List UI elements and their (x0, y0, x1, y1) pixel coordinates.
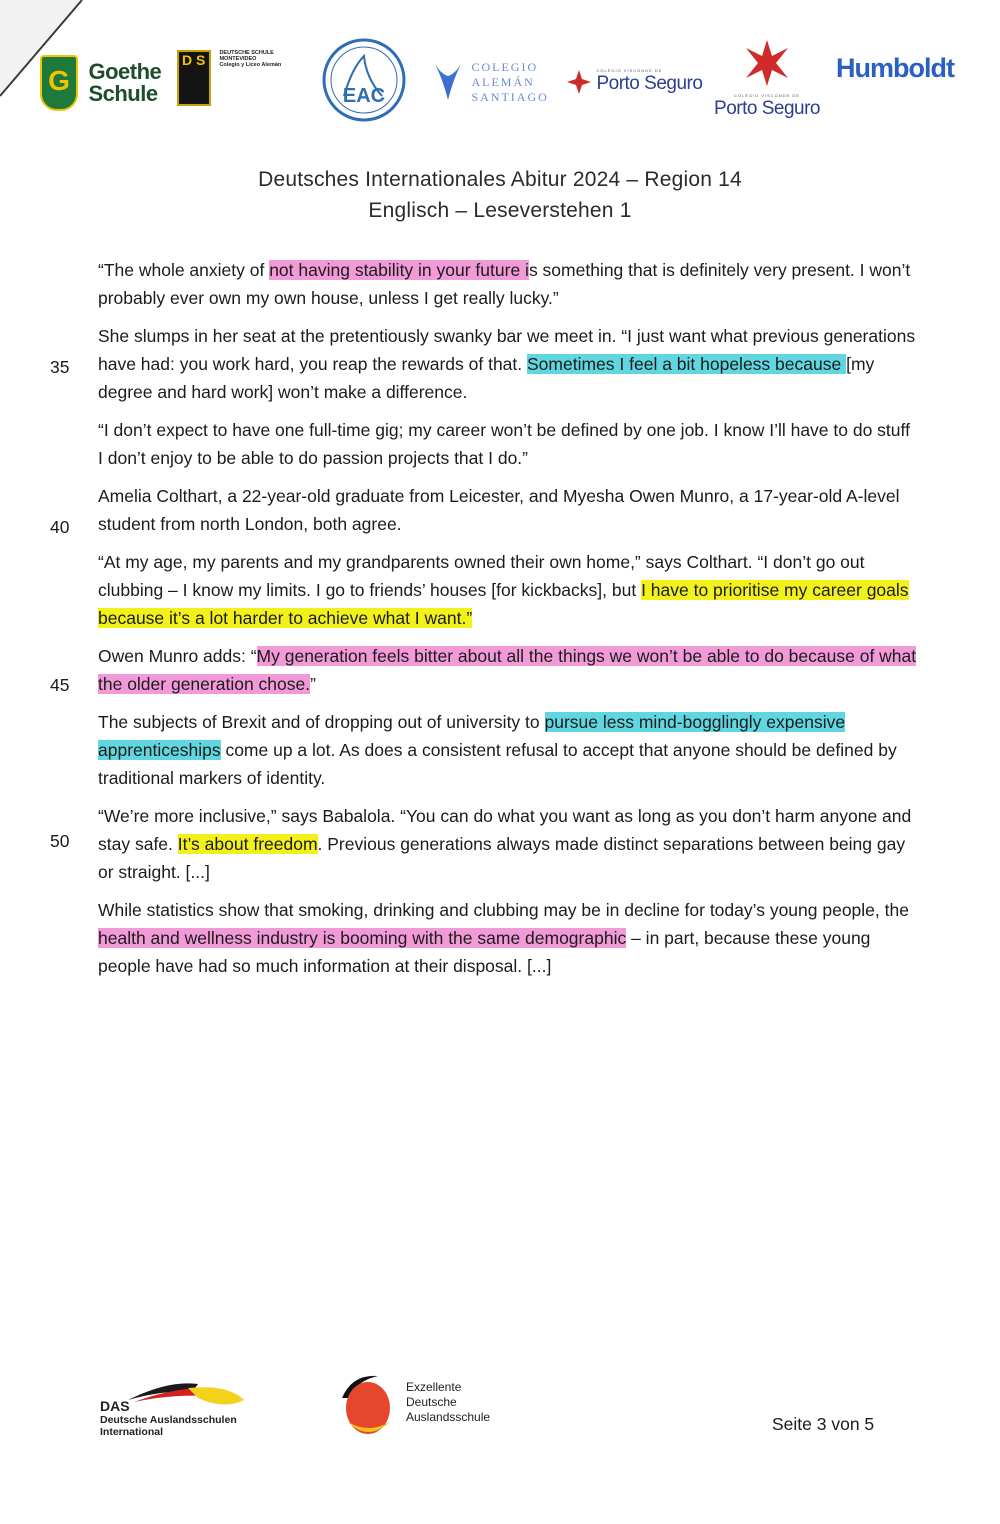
paragraph (98, 482, 918, 538)
line-number: 45 (50, 675, 70, 695)
paragraph (98, 802, 918, 886)
highlight-yellow: I have to prioritise my career goals because it’s a lot harder to achieve what I want.” (98, 580, 909, 628)
exam-title: Deutsches Internationales Abitur 2024 – Region 14 (258, 168, 742, 191)
exam-subtitle: Englisch – Leseverstehen 1 (368, 199, 632, 222)
text-run: She slumps in her seat at the pretentiously swanky bar we meet in. “I just want what previous generations have had: you work hard, you reap the rewards of that. (98, 326, 916, 374)
eac-text: EAC (342, 85, 386, 107)
paragraph (98, 322, 918, 406)
paragraph (98, 708, 918, 792)
eac-emblem (322, 38, 406, 122)
text-run: The subjects of Brexit and of dropping out of university to (98, 712, 545, 732)
paragraph (98, 416, 918, 472)
paragraph (98, 548, 918, 632)
line-number: 40 (50, 517, 70, 537)
highlight-cyan: pursue less mind-bogglingly expensive apprenticeships (98, 712, 846, 760)
exzellente-emblem-icon (338, 1372, 398, 1438)
text-run: . Previous generations always made distinct separations between being gay or straight. [...] (98, 834, 906, 882)
text-run: “At my age, my parents and my grandparents owned their own home,” says Colthart. “I don’t go out clubbing – I know my limits. I go to friends’ houses [for kickbacks], but (98, 552, 865, 600)
porto-seguro-logo-2: COLÉGIO VISCONDE DE Porto Seguro (708, 38, 826, 120)
text-run: Owen Munro adds: “ (98, 646, 257, 666)
highlight-cyan: Sometimes I feel a bit hopeless because (527, 354, 847, 374)
eac-logo (322, 38, 406, 122)
paragraph (98, 896, 918, 980)
text-run: ” (310, 674, 316, 694)
highlight-pink: My generation feels bitter about all the things we won’t be able to do because of what the older generation chose. (98, 646, 917, 694)
text-run: “We’re more inclusive,” says Babalola. “You can do what you want as long as you don’t harm anyone and stay safe. (98, 806, 912, 854)
das-sub2: International (100, 1426, 164, 1438)
text-run: While statistics show that smoking, drinking and clubbing may be in decline for today’s young people, the (98, 900, 909, 920)
goethe-name: Goethe Schule (88, 59, 162, 106)
das-sub1: Deutsche Auslandsschulen (100, 1414, 237, 1426)
text-run: s something that is definitely very present. I won’t probably ever own my own house, unless I get really lucky.” (98, 260, 911, 308)
text-run: – in part, because these young people have had so much information at their disposal. [...] (98, 928, 871, 976)
goethe-schule-logo (40, 55, 161, 111)
montevideo-text: DEUTSCHE SCHULE MONTEVIDEO Colegio y Liceo Alemán (219, 50, 282, 68)
text-run: “I don’t expect to have one full-time gig; my career won’t be defined by one job. I know I’ll have to do stuff I don’t enjoy to be able to do passion projects that I do.” (98, 420, 910, 468)
humboldt-logo: Humboldt (836, 53, 954, 83)
das-swoosh-icon (128, 1380, 248, 1410)
das-label: DAS (100, 1398, 130, 1414)
text-run: [my degree and hard work] won’t make a difference. (98, 354, 875, 402)
highlight-pink: health and wellness industry is booming with the same demographic (98, 928, 627, 948)
porto-seguro-logo-1: COLÉGIO VISCONDE DE Porto Seguro (566, 68, 702, 95)
paragraph (98, 642, 918, 698)
exzellente-text: Exzellente Deutsche Auslandsschule (406, 1380, 491, 1424)
page-number: Seite 3 von 5 (772, 1414, 875, 1434)
santiago-eagle-icon (433, 60, 463, 104)
deutsche-schule-montevideo-logo (177, 50, 289, 106)
highlight-yellow: It’s about freedom (177, 834, 318, 854)
text-run: Amelia Colthart, a 22-year-old graduate from Leicester, and Myesha Owen Munro, a 17-year-old A-level student from north London, both agree. (98, 486, 900, 534)
exzellente-auslandsschule-logo (338, 1372, 491, 1443)
highlight-pink: not having stability in your future i (269, 260, 529, 280)
goethe-badge: G (40, 55, 78, 111)
article-text (98, 256, 918, 990)
paragraph (98, 256, 918, 312)
text-run: come up a lot. As does a consistent refusal to accept that anyone should be defined by traditional markers of identity. (98, 740, 897, 788)
porto-seguro-large-cross-icon (742, 38, 792, 88)
colegio-aleman-santiago-logo (433, 60, 549, 105)
santiago-text: COLEGIO ALEMÁN SANTIAGO (471, 60, 549, 104)
das-logo (100, 1384, 237, 1438)
porto-seguro-cross-icon (566, 69, 592, 95)
line-number: 50 (50, 831, 70, 851)
line-number: 35 (50, 357, 70, 377)
montevideo-shield: D S (177, 50, 211, 106)
text-run: “The whole anxiety of (98, 260, 270, 280)
